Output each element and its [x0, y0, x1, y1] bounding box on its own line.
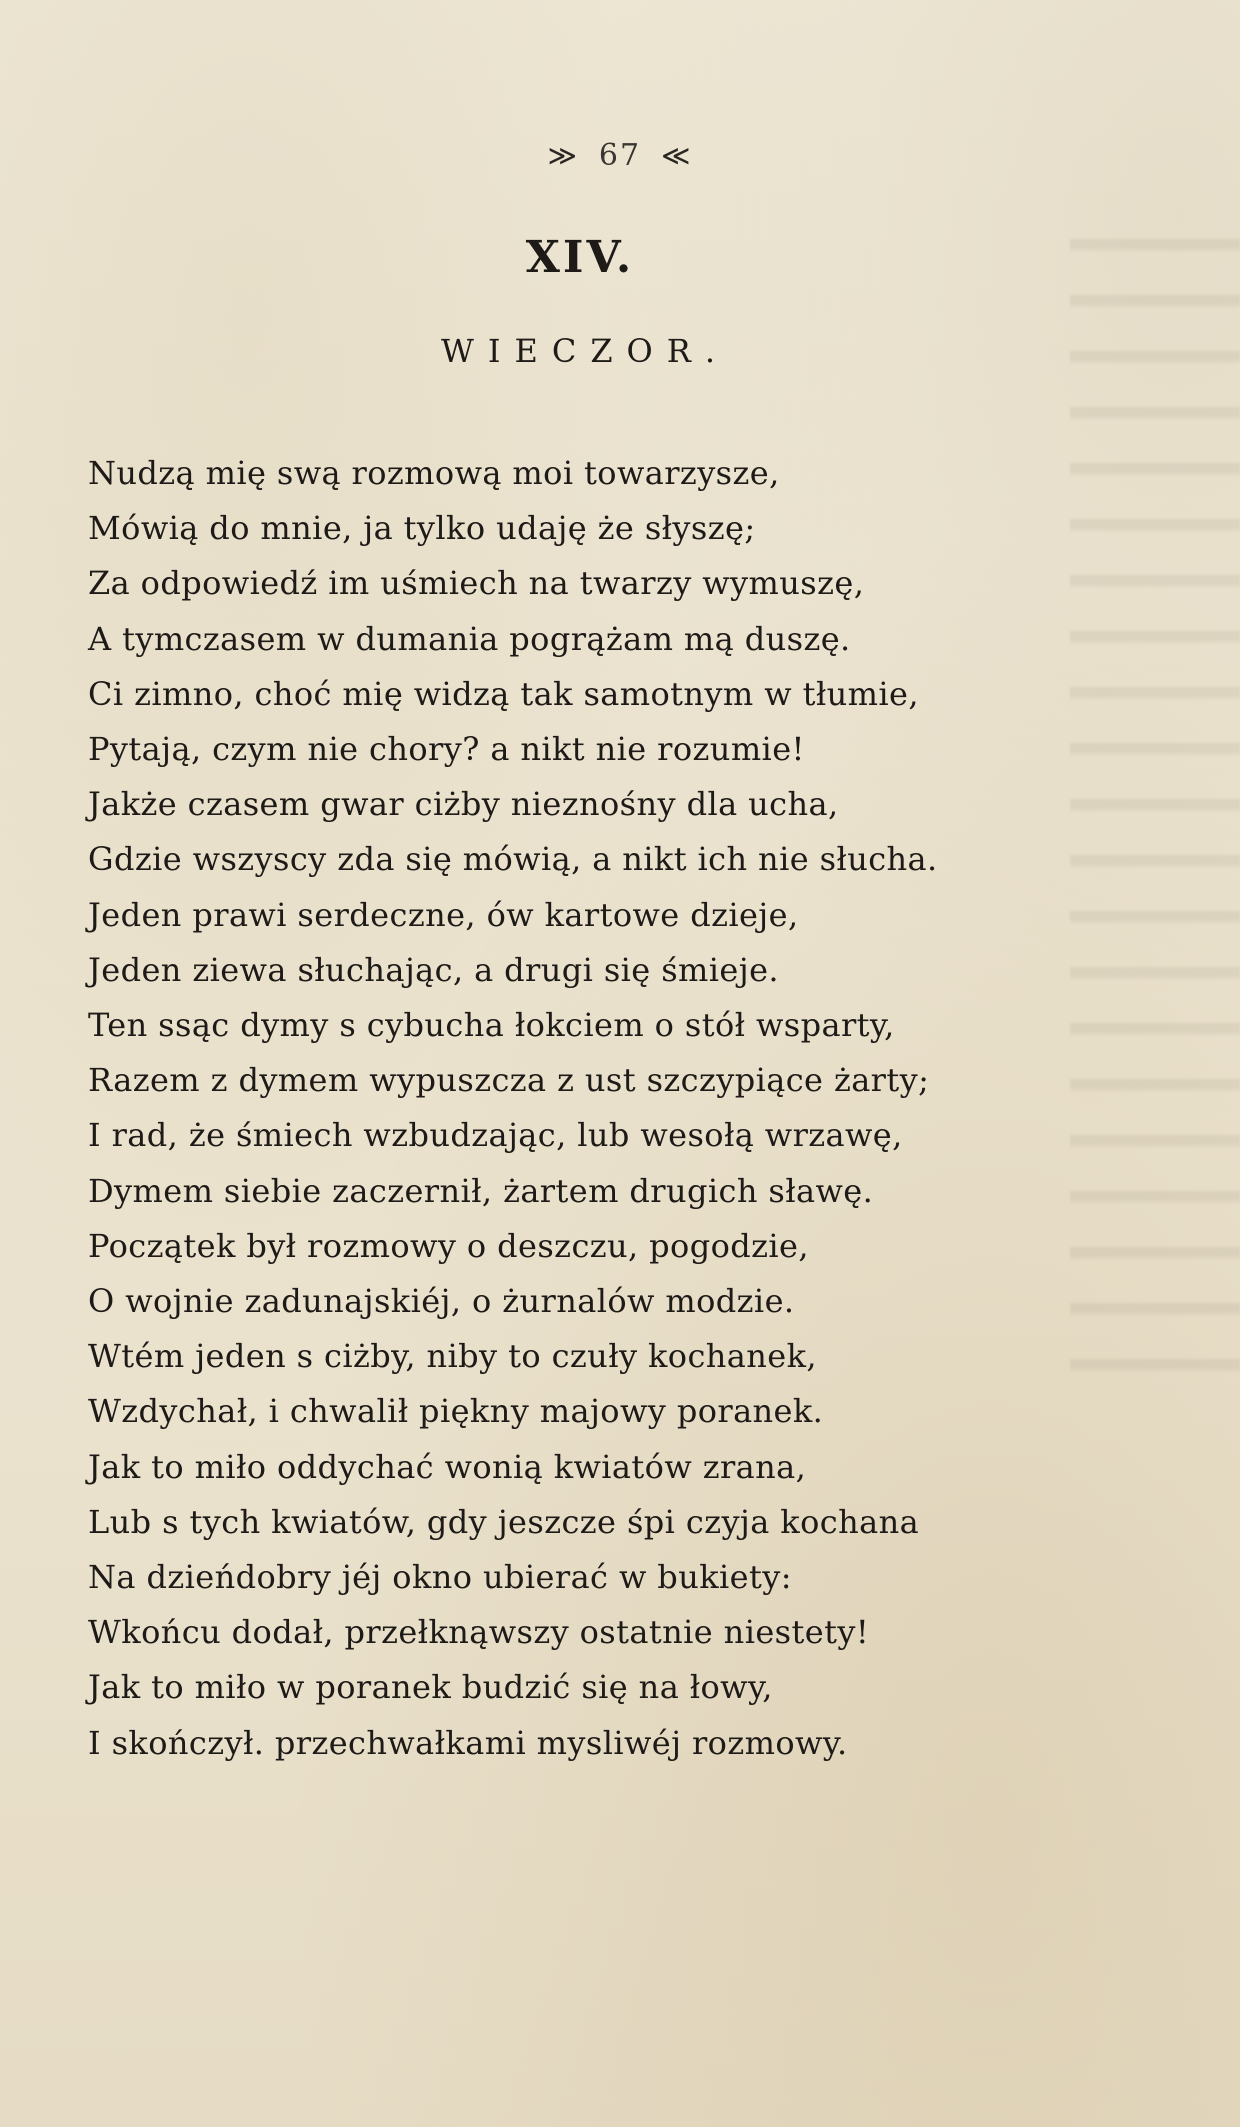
poem-body: [88, 446, 1088, 1771]
poem-line: Jak to miło oddychać wonią kwiatów zrana,: [88, 1447, 807, 1486]
poem-line: Jakże czasem gwar ciżby nieznośny dla ucha,: [88, 785, 839, 824]
poem-line: Ten ssąc dymy s cybucha łokciem o stół wsparty,: [88, 1006, 895, 1045]
poem-line: Nudzą mię swą rozmową moi towarzysze,: [88, 454, 780, 492]
poem-line: Dymem siebie zaczernił, żartem drugich sławę.: [88, 1171, 874, 1210]
poem-line: Na dzieńdobry jéj okno ubierać w bukiety:: [88, 1558, 792, 1597]
poem-line: A tymczasem w dumania pogrążam mą duszę.: [88, 619, 851, 658]
poem-line: Ci zimno, choć mię widzą tak samotnym w tłumie,: [88, 674, 919, 713]
poem-line: Lub s tych kwiatów, gdy jeszcze śpi czyja kochana: [88, 1502, 920, 1541]
poem-line: Za odpowiedź im uśmiech na twarzy wymuszę,: [88, 564, 865, 603]
chapter-title: WIECZOR.: [440, 332, 730, 370]
poem-line: Pytają, czym nie chory? a nikt nie rozumie!: [88, 730, 805, 769]
poem-line: Wzdychał, i chwalił piękny majowy poranek.: [88, 1392, 824, 1431]
bleed-through-text: [1070, 200, 1240, 1400]
right-ornament: ≪: [661, 139, 693, 172]
left-ornament: ≫: [547, 139, 579, 172]
poem-line: I rad, że śmiech wzbudzając, lub wesołą wrzawę,: [88, 1116, 903, 1155]
poem-line: O wojnie zadunajskiéj, o żurnalów modzie.: [88, 1282, 795, 1321]
poem-line: Gdzie wszyscy zda się mówią, a nikt ich nie słucha.: [88, 840, 938, 879]
page-number: 67: [598, 138, 642, 173]
poem-line: Mówią do mnie, ja tylko udaję że słyszę;: [88, 509, 756, 548]
poem-line: Wtém jeden s ciżby, niby to czuły kochanek,: [88, 1337, 817, 1376]
poem-line: Wkońcu dodał, przełknąwszy ostatnie niestety!: [88, 1613, 870, 1652]
page-header: [0, 138, 1240, 173]
poem-line: Razem z dymem wypuszcza z ust szczypiące żarty;: [88, 1061, 930, 1100]
chapter-number: XIV.: [525, 232, 635, 283]
poem-line: Początek był rozmowy o deszczu, pogodzie,: [88, 1226, 809, 1265]
poem-line: Jeden ziewa słuchając, a drugi się śmieje.: [88, 950, 779, 989]
poem-line: I skończył. przechwałkami mysliwéj rozmowy.: [88, 1723, 848, 1762]
poem-line: Jeden prawi serdeczne, ów kartowe dzieje,: [88, 895, 799, 934]
poem-line: Jak to miło w poranek budzić się na łowy,: [88, 1668, 773, 1707]
